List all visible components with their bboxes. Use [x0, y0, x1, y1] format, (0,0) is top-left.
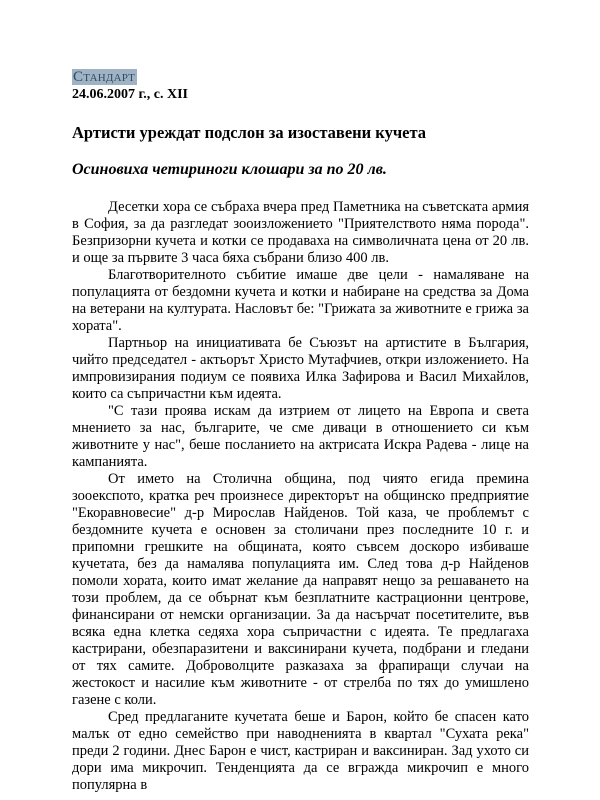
- article-title: Артисти уреждат подслон за изоставени кучета: [72, 123, 427, 142]
- article-page: [72, 68, 529, 794]
- publication-date-page: 24.06.2007 г., с. XII: [72, 87, 188, 102]
- paragraph: Благотворителното събитие имаше две цели - намаляване на популацията от бездомни кучета и котки и набиране на средства за Дома на ветерани на културата. Насловът бе: "Грижата за животните е грижа за хората".: [72, 267, 529, 334]
- paragraph: "С тази проява искам да изтрием от лицето на Европа и света мнението за нас, българите, че сме диваци в отношението си към животните у нас", беше посланието на актрисата Искра Радева - лице на кампанията.: [72, 403, 529, 470]
- article-subtitle: Осиновиха четириноги клошари за по 20 лв.: [72, 161, 387, 178]
- paragraph: От името на Столична община, под чиято егида премина зооекспото, кратка реч произнесе директорът на общинско предприятие "Екоравновесие" д-р Мирослав Найденов. Той каза, че проблемът с бездомните кучета е основен за столичани през последните 10 г. и припомни грешките на общината, която съвсем доскоро избиваше кучетата, без да намалява популацията им. След това д-р Найденов помоли хората, които имат желание да направят нещо за решаването на този проблем, да се обърнат към безплатните кастрационни центрове, финансирани от немски организации. За да насърчат посетителите, във всяка една клетка седяха хора съпричастни с идеята. Те предлагаха кастрирани, обезпаразитени и ваксинирани кучета, подбрани и гледани от тях самите. Доброволците разказаха за фрапиращи случаи на жестокост и насилие към животните - от стрелба по тях до умишлено газене с коли.: [72, 471, 529, 708]
- paragraph: Сред предлаганите кучетата беше и Барон, който бе спасен като малък от едно семейство при наводненията в квартал "Сухата река" преди 2 години. Днес Барон е чист, кастриран и ваксиниран. Зад ухото си дори има микрочип. Тенденцията да се вгражда микрочип е много популярна в: [72, 709, 529, 793]
- article-body: [72, 199, 529, 794]
- publication-logo: Стандарт: [73, 69, 136, 85]
- paragraph: Десетки хора се събраха вчера пред Паметника на съветската армия в София, за да разгледат зооизложението "Приятелството няма порода". Безпризорни кучета и котки се продаваха на символичната цена от 20 лв. и още за първите 3 часа бяха събрани близо 400 лв.: [72, 199, 529, 266]
- paragraph: Партньор на инициативата бе Съюзът на артистите в България, чийто председател - актьорът Христо Мутафчиев, откри изложението. На импровизирания подиум се появиха Илка Зафирова и Васил Михайлов, които са съпричастни към идеята.: [72, 335, 529, 402]
